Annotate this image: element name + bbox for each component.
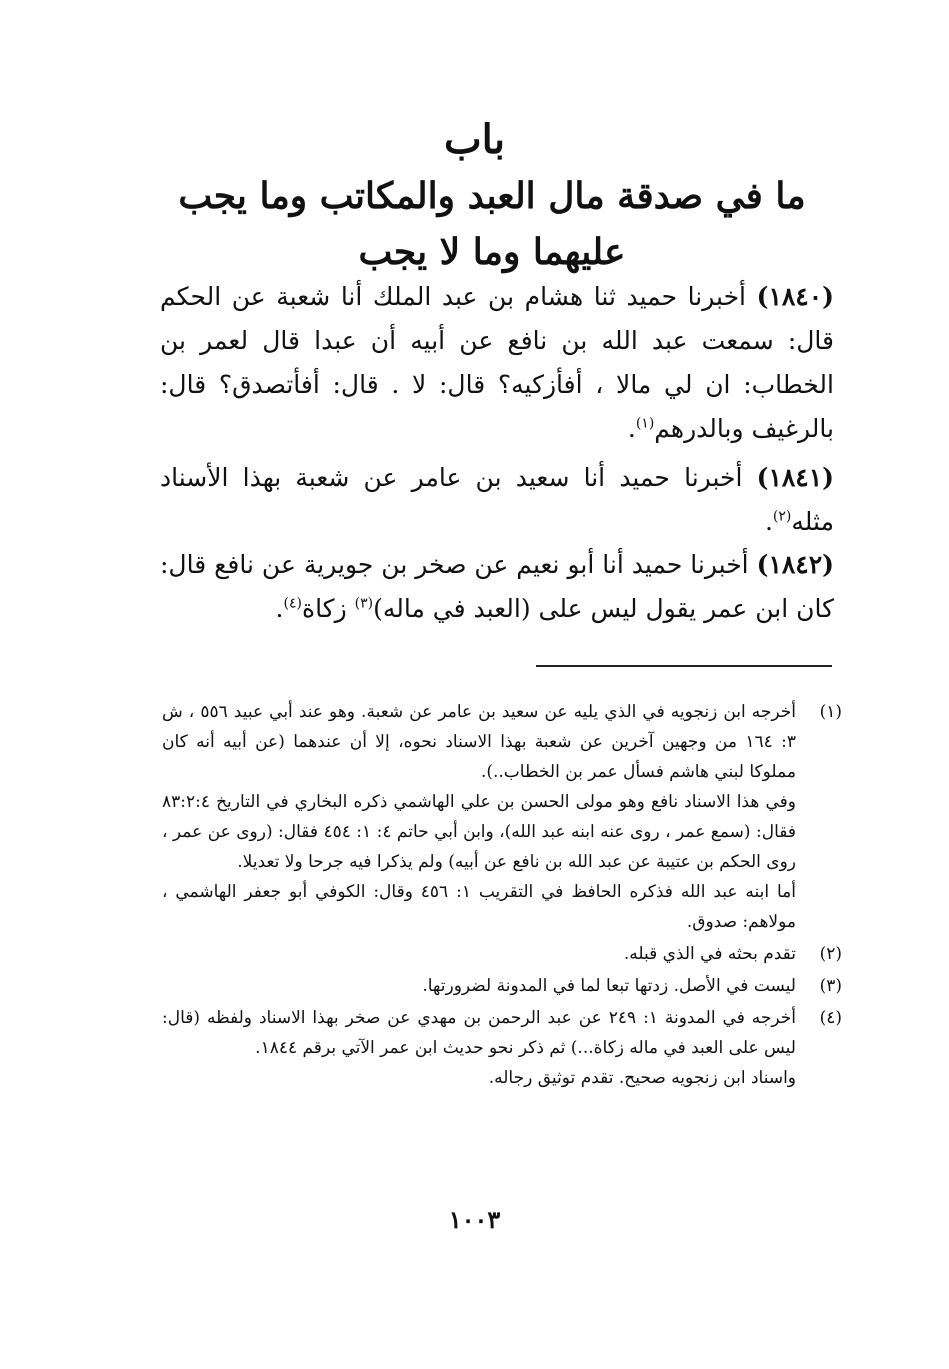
hadith-entry — [160, 456, 834, 544]
footnote-divider — [536, 665, 832, 667]
footnote — [162, 1003, 842, 1093]
hadith-text-continued: زكاة — [301, 594, 355, 623]
chapter-label: باب — [444, 116, 505, 163]
footnote-body — [162, 1003, 802, 1093]
footnote-number: (٤) — [819, 1008, 842, 1028]
footnote-paragraph: واسناد ابن زنجويه صحيح. تقدم توثيق رجاله. — [488, 1068, 796, 1088]
footnote-paragraph: أما ابنه عبد الله فذكره الحافظ في التقريب ١: ٤٥٦ وقال: الكوفي أبو جعفر الهاشمي ، مولاهم: صدوق. — [162, 882, 796, 932]
hadith-entry — [160, 275, 834, 451]
footnote-paragraph: أخرجه ابن زنجويه في الذي يليه عن سعيد بن عامر عن شعبة. وهو عند أبي عبيد ٥٥٦ ، ش ٣: ١٦٤ من وجهين آخرين عن شعبة بهذا الاسناد نحوه، إلا أن عندهما (عن أبيه أنه كان مملوكا لبني هاشم فسأل عمر بن الخطاب..). — [162, 702, 796, 782]
hadith-text: أخبرنا حميد أنا سعيد بن عامر عن شعبة بهذا الأسناد مثله — [160, 463, 834, 536]
hadith-number: (١٨٤١) — [756, 463, 834, 492]
footnote-reference: (٤) — [283, 595, 302, 612]
footnote-reference: (٣) — [354, 595, 374, 612]
footnote-reference: (٢) — [772, 508, 792, 525]
footnote-number: (٢) — [819, 944, 842, 964]
footnote-body — [162, 971, 802, 1001]
footnote — [162, 939, 842, 969]
footnote-body — [162, 939, 802, 969]
footnotes-section — [162, 697, 842, 1095]
hadith-end-mark: . — [764, 507, 773, 536]
footnote — [162, 697, 842, 937]
hadith-number: (١٨٤٠) — [756, 282, 834, 311]
hadith-end-mark: . — [275, 594, 284, 623]
footnote-reference: (١) — [635, 415, 655, 432]
footnote — [162, 971, 842, 1001]
hadith-text: أخبرنا حميد أنا أبو نعيم عن صخر بن جويرية عن نافع قال: كان ابن عمر يقول ليس على (العبد في ماله) — [160, 550, 834, 623]
footnote-paragraph: تقدم بحثه في الذي قبله. — [623, 944, 796, 964]
footnote-paragraph: وفي هذا الاسناد نافع وهو مولى الحسن بن علي الهاشمي ذكره البخاري في التاريخ ٨٣:٢:٤ فقال: (سمع عمر ، روى عنه ابنه عبد الله)، وابن أبي حاتم ٤: ١: ٤٥٤ فقال: (روى عن عمر ، روى الحكم بن عتيبة عن عبد الله بن نافع عن أبيه) ولم يذكرا فيه جرحا ولا تعديلا. — [162, 792, 796, 872]
hadith-end-mark: . — [627, 414, 636, 443]
footnote-body — [162, 697, 802, 937]
hadith-text: أخبرنا حميد ثنا هشام بن عبد الملك أنا شعبة عن الحكم قال: سمعت عبد الله بن نافع عن أبيه أن عبدا قال لعمر بن الخطاب: ان لي مالا ، أفأزكيه؟ قال: لا . قال: أفأتصدق؟ قال: بالرغيف وبالدرهم — [160, 282, 834, 443]
chapter-title: ما في صدقة مال العبد والمكاتب وما يجب عليهما وما لا يجب — [178, 175, 806, 273]
footnote-paragraph: ليست في الأصل. زدتها تبعا لما في المدونة لضرورتها. — [422, 976, 796, 996]
footnote-number: (٣) — [819, 976, 842, 996]
hadith-number: (١٨٤٢) — [756, 550, 835, 579]
hadith-entry — [160, 543, 834, 631]
footnote-number: (١) — [819, 702, 842, 722]
page-number: ١٠٠٣ — [448, 1205, 501, 1234]
footnote-paragraph: أخرجه في المدونة ١: ٢٤٩ عن عبد الرحمن بن مهدي عن صخر بهذا الاسناد ولفظه (قال: ليس على العبد في ماله زكاة...) ثم ذكر نحو حديث ابن عمر الآتي برقم ١٨٤٤. — [162, 1008, 796, 1058]
